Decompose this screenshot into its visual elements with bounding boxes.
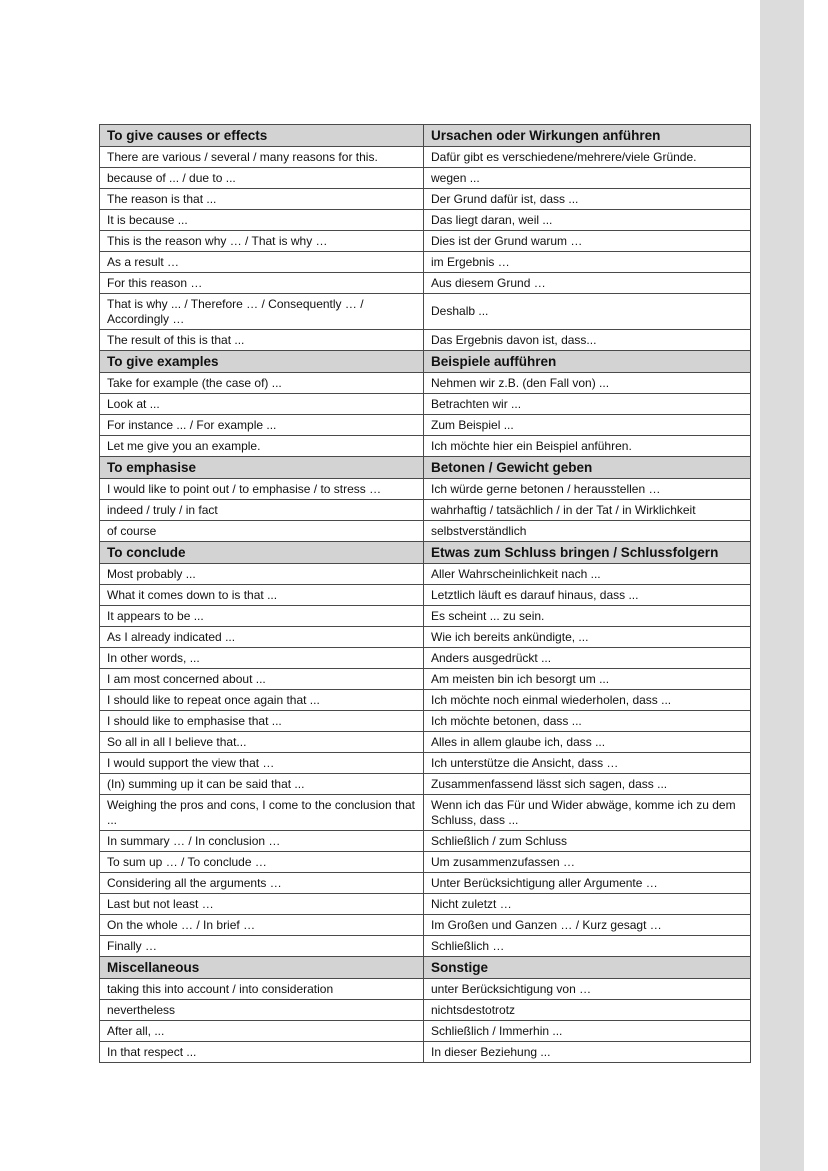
english-phrase: because of ... / due to ...: [100, 168, 424, 189]
section-heading-row: [100, 351, 751, 373]
section-heading-german: Ursachen oder Wirkungen anführen: [424, 125, 751, 147]
phrase-row: [100, 690, 751, 711]
phrase-row: [100, 648, 751, 669]
phrase-row: [100, 894, 751, 915]
english-phrase: of course: [100, 521, 424, 542]
phrase-row: [100, 915, 751, 936]
phrase-row: [100, 753, 751, 774]
section-heading-english: To emphasise: [100, 457, 424, 479]
phrase-row: [100, 231, 751, 252]
section-heading-german: Beispiele aufführen: [424, 351, 751, 373]
german-phrase: Ich möchte betonen, dass ...: [424, 711, 751, 732]
phrase-row: [100, 294, 751, 330]
english-phrase: In other words, ...: [100, 648, 424, 669]
section-heading-english: Miscellaneous: [100, 957, 424, 979]
german-phrase: Ich möchte hier ein Beispiel anführen.: [424, 436, 751, 457]
phrase-row: [100, 1021, 751, 1042]
german-phrase: Dies ist der Grund warum …: [424, 231, 751, 252]
english-phrase: For this reason …: [100, 273, 424, 294]
german-phrase: Zusammenfassend lässt sich sagen, dass ...: [424, 774, 751, 795]
german-phrase: Nehmen wir z.B. (den Fall von) ...: [424, 373, 751, 394]
phrase-row: [100, 732, 751, 753]
english-phrase: After all, ...: [100, 1021, 424, 1042]
english-phrase: Last but not least …: [100, 894, 424, 915]
english-phrase: It is because ...: [100, 210, 424, 231]
english-phrase: Take for example (the case of) ...: [100, 373, 424, 394]
phrase-row: [100, 436, 751, 457]
phrase-row: [100, 500, 751, 521]
german-phrase: Betrachten wir ...: [424, 394, 751, 415]
phrase-row: [100, 1000, 751, 1021]
phrase-row: [100, 394, 751, 415]
german-phrase: In dieser Beziehung ...: [424, 1042, 751, 1063]
german-phrase: wegen ...: [424, 168, 751, 189]
phrase-row: [100, 479, 751, 500]
english-phrase: Finally …: [100, 936, 424, 957]
english-phrase: To sum up … / To conclude …: [100, 852, 424, 873]
german-phrase: Letztlich läuft es darauf hinaus, dass ...: [424, 585, 751, 606]
phrase-row: [100, 252, 751, 273]
german-phrase: selbstverständlich: [424, 521, 751, 542]
german-phrase: Schließlich …: [424, 936, 751, 957]
german-phrase: Wie ich bereits ankündigte, ...: [424, 627, 751, 648]
german-phrase: Deshalb ...: [424, 294, 751, 330]
section-heading-english: To give causes or effects: [100, 125, 424, 147]
phrase-row: [100, 168, 751, 189]
english-phrase: (In) summing up it can be said that ...: [100, 774, 424, 795]
german-phrase: Das Ergebnis davon ist, dass...: [424, 330, 751, 351]
german-phrase: Am meisten bin ich besorgt um ...: [424, 669, 751, 690]
german-phrase: wahrhaftig / tatsächlich / in der Tat / in Wirklichkeit: [424, 500, 751, 521]
german-phrase: Anders ausgedrückt ...: [424, 648, 751, 669]
english-phrase: What it comes down to is that ...: [100, 585, 424, 606]
english-phrase: In that respect ...: [100, 1042, 424, 1063]
german-phrase: Schließlich / Immerhin ...: [424, 1021, 751, 1042]
english-phrase: It appears to be ...: [100, 606, 424, 627]
english-phrase: Let me give you an example.: [100, 436, 424, 457]
english-phrase: In summary … / In conclusion …: [100, 831, 424, 852]
german-phrase: Ich möchte noch einmal wiederholen, dass ...: [424, 690, 751, 711]
section-heading-english: To conclude: [100, 542, 424, 564]
german-phrase: unter Berücksichtigung von …: [424, 979, 751, 1000]
section-heading-row: [100, 542, 751, 564]
german-phrase: Ich unterstütze die Ansicht, dass …: [424, 753, 751, 774]
english-phrase: Weighing the pros and cons, I come to the conclusion that ...: [100, 795, 424, 831]
english-phrase: Considering all the arguments …: [100, 873, 424, 894]
english-phrase: For instance ... / For example ...: [100, 415, 424, 436]
english-phrase: The reason is that ...: [100, 189, 424, 210]
phrase-table-body: [100, 125, 751, 1063]
phrase-row: [100, 210, 751, 231]
phrase-row: [100, 330, 751, 351]
german-phrase: Im Großen und Ganzen … / Kurz gesagt …: [424, 915, 751, 936]
phrase-row: [100, 585, 751, 606]
english-phrase: taking this into account / into consideration: [100, 979, 424, 1000]
german-phrase: Es scheint ... zu sein.: [424, 606, 751, 627]
phrase-row: [100, 873, 751, 894]
english-phrase: There are various / several / many reasons for this.: [100, 147, 424, 168]
phrase-row: [100, 979, 751, 1000]
english-phrase: The result of this is that ...: [100, 330, 424, 351]
scrollbar-track[interactable]: [760, 0, 804, 1171]
window-edge: [804, 0, 828, 1171]
section-heading-row: [100, 457, 751, 479]
english-phrase: I would like to point out / to emphasise / to stress …: [100, 479, 424, 500]
section-heading-row: [100, 957, 751, 979]
german-phrase: Alles in allem glaube ich, dass ...: [424, 732, 751, 753]
section-heading-german: Sonstige: [424, 957, 751, 979]
section-heading-english: To give examples: [100, 351, 424, 373]
phrase-row: [100, 774, 751, 795]
phrase-row: [100, 521, 751, 542]
phrase-row: [100, 373, 751, 394]
english-phrase: So all in all I believe that...: [100, 732, 424, 753]
english-phrase: Most probably ...: [100, 564, 424, 585]
phrase-row: [100, 711, 751, 732]
section-heading-german: Betonen / Gewicht geben: [424, 457, 751, 479]
german-phrase: Aller Wahrscheinlichkeit nach ...: [424, 564, 751, 585]
english-phrase: I should like to repeat once again that ...: [100, 690, 424, 711]
english-phrase: As a result …: [100, 252, 424, 273]
phrase-row: [100, 936, 751, 957]
english-phrase: I am most concerned about ...: [100, 669, 424, 690]
german-phrase: Der Grund dafür ist, dass ...: [424, 189, 751, 210]
phrase-row: [100, 795, 751, 831]
phrase-row: [100, 627, 751, 648]
phrase-row: [100, 669, 751, 690]
english-phrase: As I already indicated ...: [100, 627, 424, 648]
english-phrase: Look at ...: [100, 394, 424, 415]
english-phrase: This is the reason why … / That is why …: [100, 231, 424, 252]
german-phrase: Das liegt daran, weil ...: [424, 210, 751, 231]
german-phrase: Zum Beispiel ...: [424, 415, 751, 436]
section-heading-german: Etwas zum Schluss bringen / Schlussfolgern: [424, 542, 751, 564]
english-phrase: On the whole … / In brief …: [100, 915, 424, 936]
section-heading-row: [100, 125, 751, 147]
german-phrase: Schließlich / zum Schluss: [424, 831, 751, 852]
phrase-row: [100, 852, 751, 873]
phrase-row: [100, 273, 751, 294]
english-phrase: That is why ... / Therefore … / Consequently … / Accordingly …: [100, 294, 424, 330]
phrase-row: [100, 564, 751, 585]
phrase-row: [100, 189, 751, 210]
phrase-row: [100, 606, 751, 627]
phrase-row: [100, 415, 751, 436]
german-phrase: im Ergebnis …: [424, 252, 751, 273]
english-phrase: I would support the view that …: [100, 753, 424, 774]
german-phrase: Um zusammenzufassen …: [424, 852, 751, 873]
phrase-row: [100, 831, 751, 852]
english-phrase: nevertheless: [100, 1000, 424, 1021]
english-phrase: indeed / truly / in fact: [100, 500, 424, 521]
phrase-row: [100, 1042, 751, 1063]
german-phrase: nichtsdestotrotz: [424, 1000, 751, 1021]
phrase-table: [99, 124, 751, 1063]
german-phrase: Aus diesem Grund …: [424, 273, 751, 294]
english-phrase: I should like to emphasise that ...: [100, 711, 424, 732]
phrase-row: [100, 147, 751, 168]
german-phrase: Nicht zuletzt …: [424, 894, 751, 915]
german-phrase: Ich würde gerne betonen / herausstellen …: [424, 479, 751, 500]
german-phrase: Unter Berücksichtigung aller Argumente …: [424, 873, 751, 894]
german-phrase: Wenn ich das Für und Wider abwäge, komme ich zu dem Schluss, dass ...: [424, 795, 751, 831]
german-phrase: Dafür gibt es verschiedene/mehrere/viele Gründe.: [424, 147, 751, 168]
